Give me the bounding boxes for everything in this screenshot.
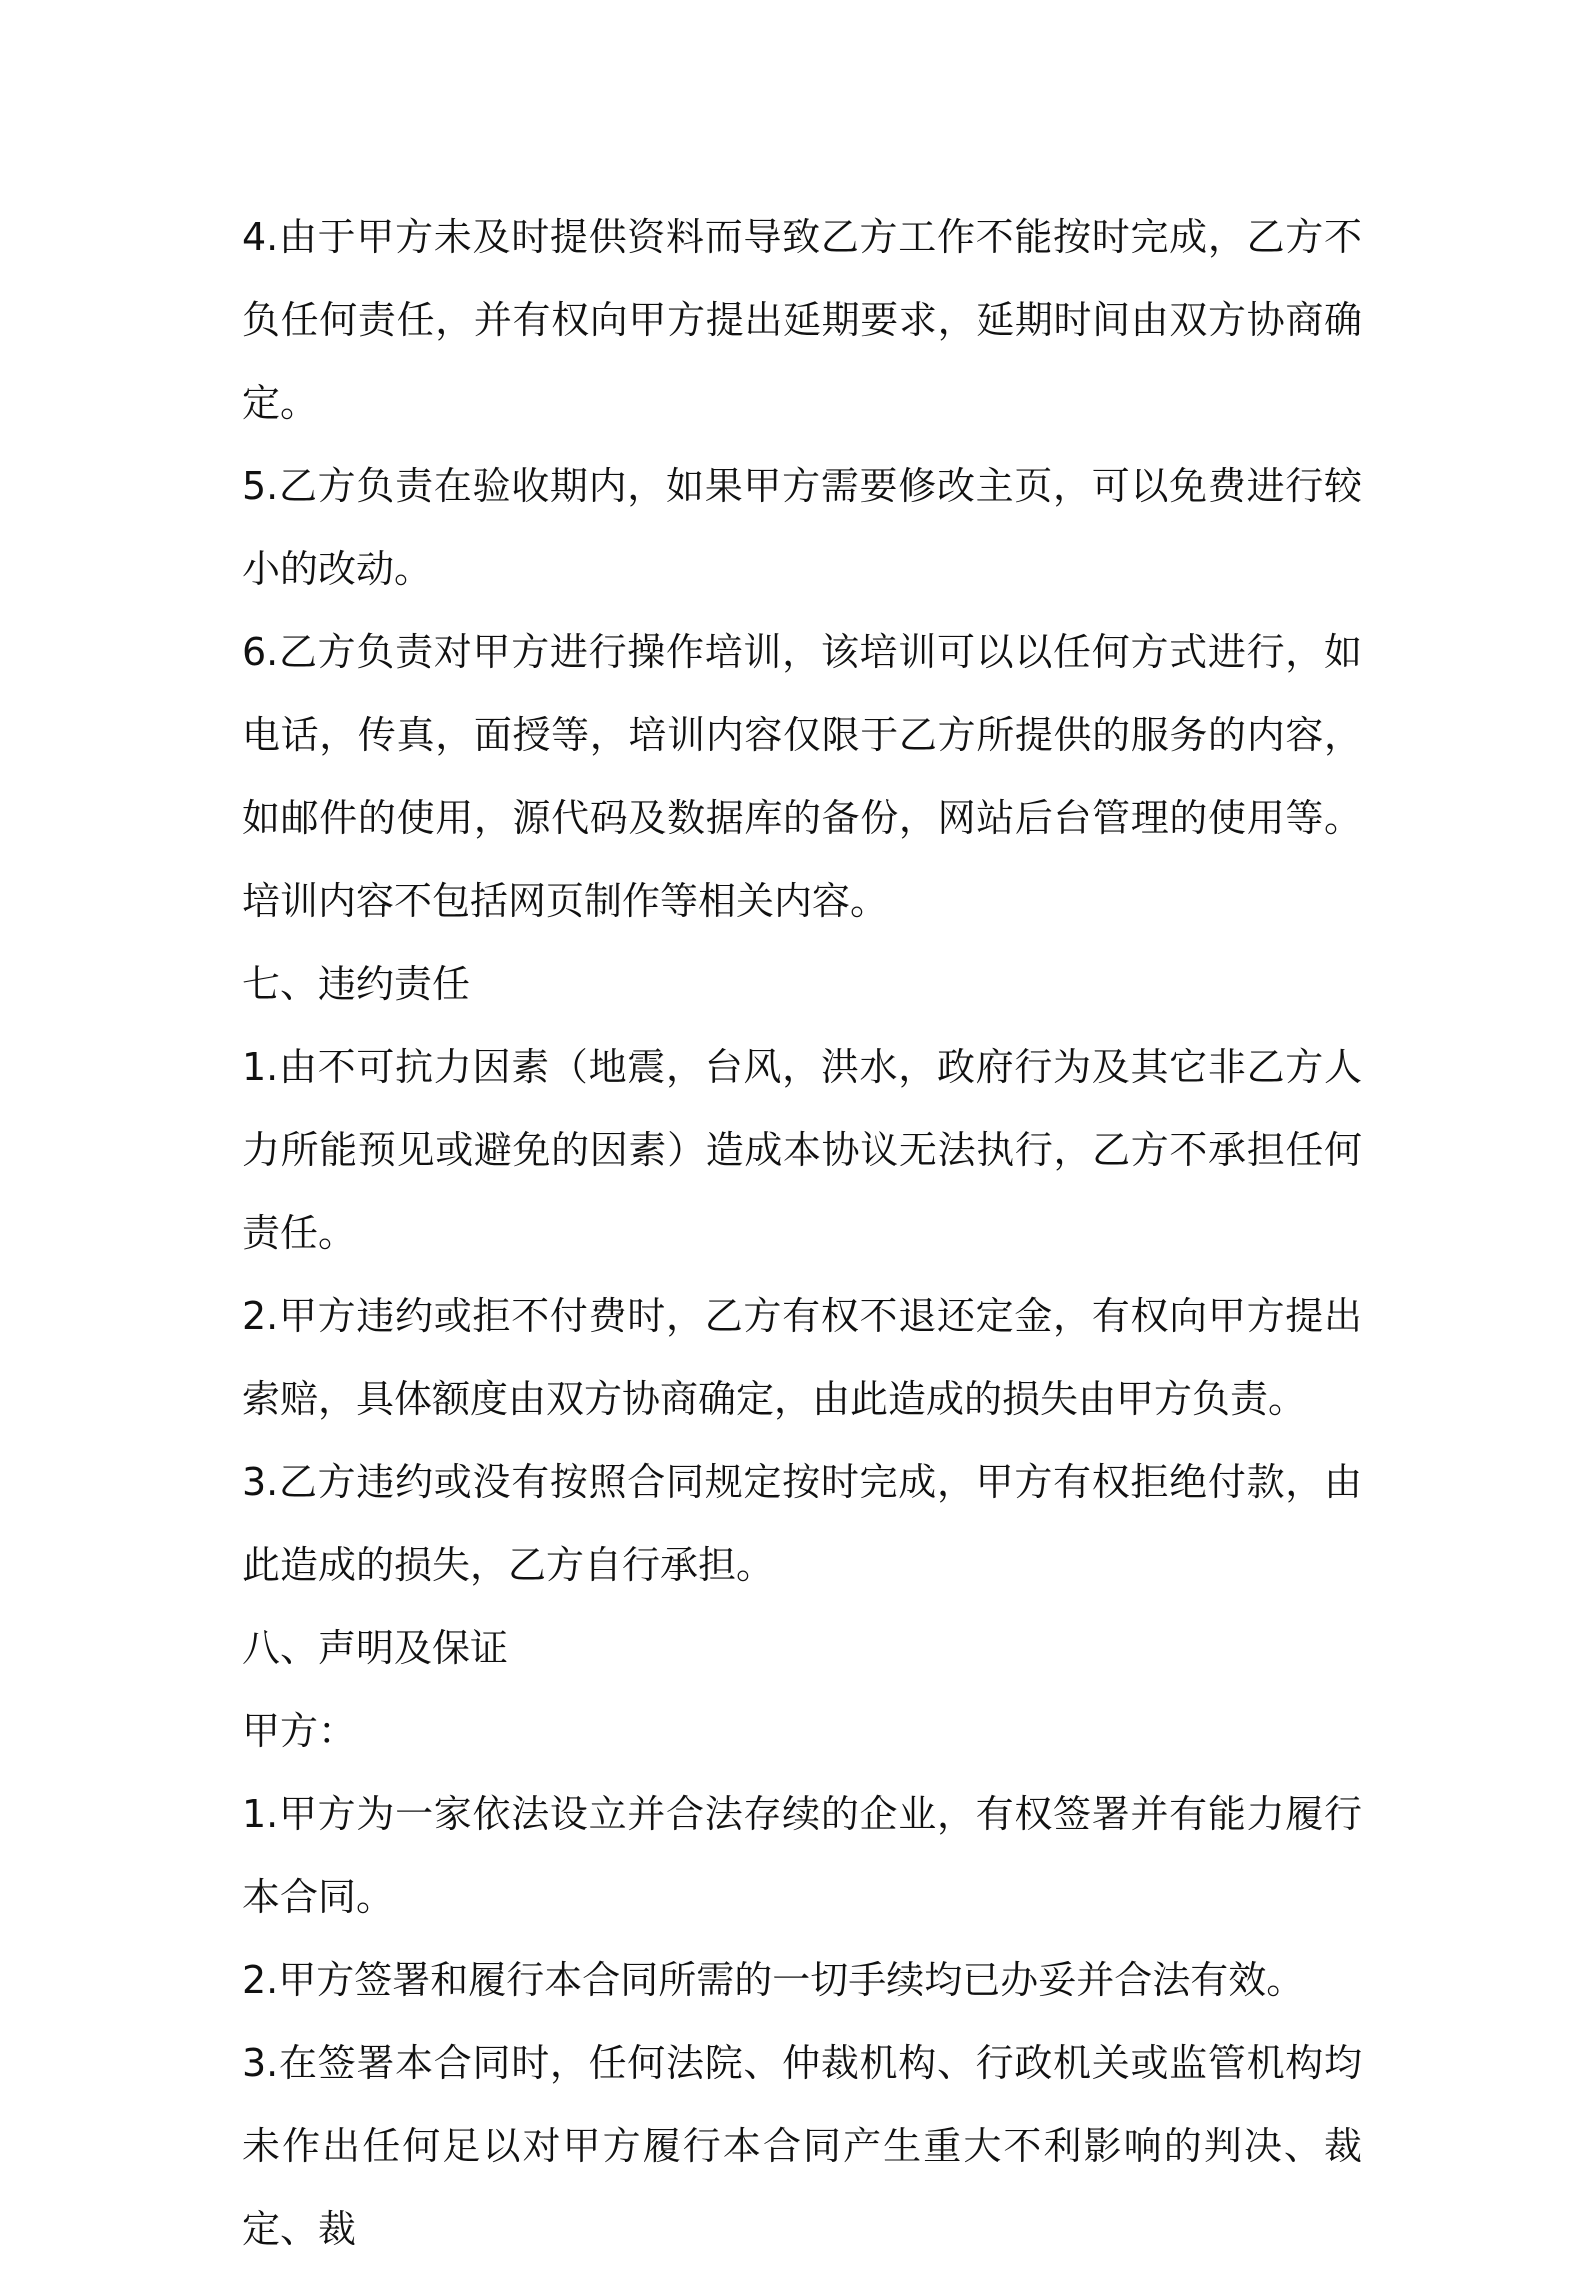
declaration-clause-2: 2.甲方签署和履行本合同所需的一切手续均已办妥并合法有效。 (242, 1958, 1305, 2002)
section-heading-declarations: 八、声明及保证 (242, 1626, 509, 1670)
breach-clause-2: 2.甲方违约或拒不付费时，乙方有权不退还定金，有权向甲方提出索赔，具体额度由双方协商确定，由此造成的损失由甲方负责。 (242, 1294, 1362, 1421)
clause-4-delay: 4.由于甲方未及时提供资料而导致乙方工作不能按时完成，乙方不负任何责任，并有权向甲方提出延期要求，延期时间由双方协商确定。 (242, 215, 1362, 425)
document-body (242, 196, 1362, 2271)
party-a-label: 甲方： (242, 1709, 357, 1753)
clause-5-revisions: 5.乙方负责在验收期内，如果甲方需要修改主页，可以免费进行较小的改动。 (242, 464, 1362, 591)
section-heading-breach: 七、违约责任 (242, 962, 471, 1006)
declaration-clause-3: 3.在签署本合同时，任何法院、仲裁机构、行政机关或监管机构均未作出任何足以对甲方履行本合同产生重大不利影响的判决、裁定、裁 (242, 2041, 1362, 2251)
breach-clause-1: 1.由不可抗力因素（地震，台风，洪水，政府行为及其它非乙方人力所能预见或避免的因素）造成本协议无法执行，乙方不承担任何责任。 (242, 1045, 1362, 1255)
declaration-clause-1: 1.甲方为一家依法设立并合法存续的企业，有权签署并有能力履行本合同。 (242, 1792, 1362, 1919)
clause-6-training: 6.乙方负责对甲方进行操作培训，该培训可以以任何方式进行，如电话，传真，面授等，培训内容仅限于乙方所提供的服务的内容，如邮件的使用，源代码及数据库的备份，网站后台管理的使用等。培训内容不包括网页制作等相关内容。 (242, 630, 1362, 923)
breach-clause-3: 3.乙方违约或没有按照合同规定按时完成，甲方有权拒绝付款，由此造成的损失，乙方自行承担。 (242, 1460, 1362, 1587)
